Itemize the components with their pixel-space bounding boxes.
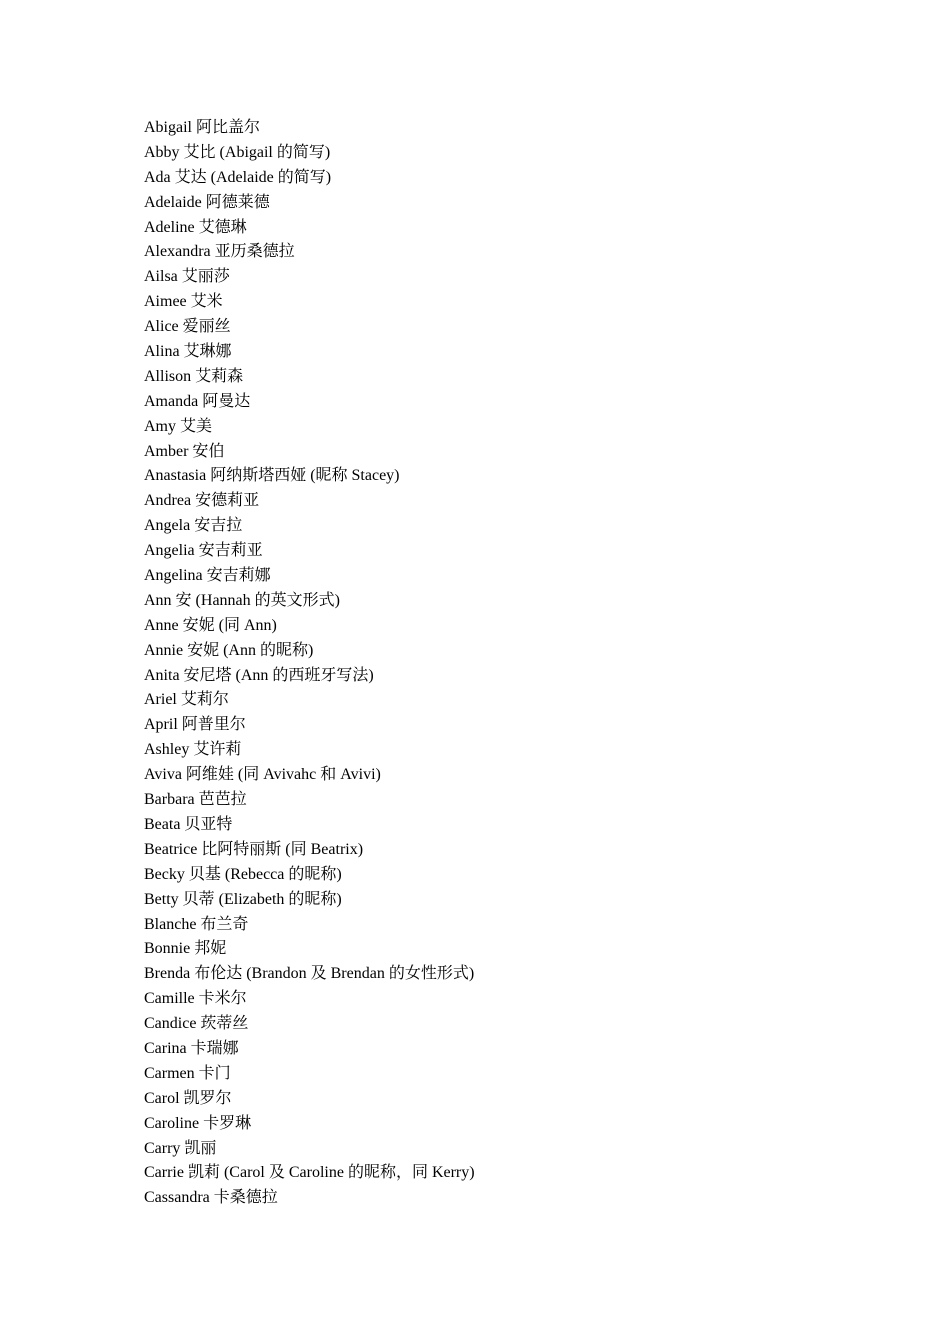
list-item: Anastasia 阿纳斯塔西娅 (昵称 Stacey)	[144, 467, 400, 485]
name-list	[144, 116, 475, 1211]
list-item: Bonnie 邦妮	[144, 940, 227, 958]
list-item: Amber 安伯	[144, 442, 225, 460]
list-item: Beatrice 比阿特丽斯 (同 Beatrix)	[144, 840, 364, 858]
list-item: Annie 安妮 (Ann 的昵称)	[144, 641, 314, 659]
list-item: Ashley 艾许莉	[144, 741, 242, 759]
list-item: Anita 安尼塔 (Ann 的西班牙写法)	[144, 666, 374, 684]
list-item: Adelaide 阿德莱德	[144, 193, 270, 211]
list-item: Aimee 艾米	[144, 293, 223, 311]
list-item: Angelina 安吉莉娜	[144, 567, 271, 585]
list-item: Andrea 安德莉亚	[144, 492, 260, 510]
list-item: Camille 卡米尔	[144, 990, 247, 1008]
list-item: Amy 艾美	[144, 417, 213, 435]
list-item: Becky 贝基 (Rebecca 的昵称)	[144, 865, 342, 883]
list-item: April 阿普里尔	[144, 716, 246, 734]
list-item: Cassandra 卡桑德拉	[144, 1189, 278, 1207]
list-item: Brenda 布伦达 (Brandon 及 Brendan 的女性形式)	[144, 965, 475, 983]
list-item: Abby 艾比 (Abigail 的简写)	[144, 143, 331, 161]
list-item: Anne 安妮 (同 Ann)	[144, 616, 277, 634]
list-item: Carry 凯丽	[144, 1139, 217, 1157]
list-item: Carmen 卡门	[144, 1064, 231, 1082]
list-item: Caroline 卡罗琳	[144, 1114, 252, 1132]
list-item: Carrie 凯莉 (Carol 及 Caroline 的昵称，同 Kerry)	[144, 1164, 475, 1182]
list-item: Barbara 芭芭拉	[144, 791, 247, 809]
list-item: Beata 贝亚特	[144, 815, 233, 833]
list-item: Alice 爱丽丝	[144, 318, 231, 336]
list-item: Amanda 阿曼达	[144, 392, 251, 410]
list-item: Alexandra 亚历桑德拉	[144, 243, 295, 261]
list-item: Aviva 阿维娃 (同 Avivahc 和 Avivi)	[144, 766, 381, 784]
list-item: Abigail 阿比盖尔	[144, 119, 260, 136]
list-item: Candice 莰蒂丝	[144, 1015, 249, 1033]
list-item: Blanche 布兰奇	[144, 915, 249, 933]
list-item: Angela 安吉拉	[144, 517, 243, 535]
list-item: Carina 卡瑞娜	[144, 1039, 239, 1057]
list-item: Adeline 艾德琳	[144, 218, 247, 236]
list-item: Ada 艾达 (Adelaide 的简写)	[144, 168, 332, 186]
list-item: Angelia 安吉莉亚	[144, 542, 263, 560]
list-item: Betty 贝蒂 (Elizabeth 的昵称)	[144, 890, 342, 908]
list-item: Ailsa 艾丽莎	[144, 268, 230, 286]
list-item: Alina 艾琳娜	[144, 343, 232, 361]
list-item: Carol 凯罗尔	[144, 1089, 232, 1107]
list-item: Ariel 艾莉尔	[144, 691, 229, 709]
list-item: Allison 艾莉森	[144, 367, 244, 385]
list-item: Ann 安 (Hannah 的英文形式)	[144, 591, 340, 609]
